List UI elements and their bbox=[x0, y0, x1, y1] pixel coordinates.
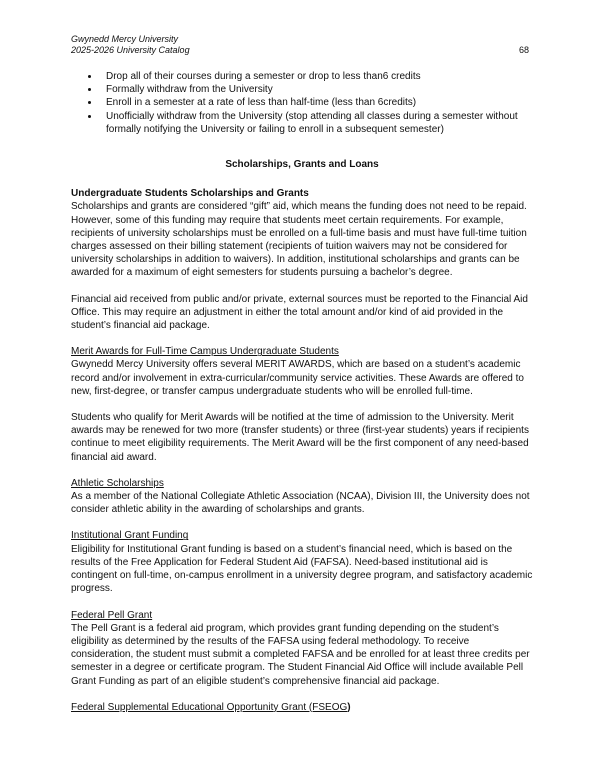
list-item: • Formally withdraw from the University bbox=[100, 83, 533, 96]
section-title: Scholarships, Grants and Loans bbox=[225, 159, 379, 171]
list-item: • Unofficially withdraw from the University (stop attending all classes during a semester without formally notifying the University or failing to enroll in a subsequent semester) bbox=[100, 110, 533, 136]
pell-paragraph: The Pell Grant is a federal aid program, which provides grant funding depending on the student’s eligibility as determined by the results of the FAFSA using federal methodology. To receive consideration, the student must submit a completed FAFSA and be enrolled for at least three credits per semester in a degree or certificate program. The Student Financial Aid Office will include available Pell Grant Funding as part of an eligible student’s comprehensive financial aid package. bbox=[71, 622, 530, 687]
fseog-heading-tail: ) bbox=[347, 701, 351, 713]
list-item: • Enroll in a semester at a rate of less than half-time (less than 6credits) bbox=[100, 96, 533, 109]
fseog-heading bbox=[71, 701, 533, 714]
merit-paragraph-1: Gwynedd Mercy University offers several MERIT AWARDS, which are based on a student’s academic record and/or involvement in extra-curricular/community service activities. These Awards are offered to new, first-degree, or transfer campus undergraduate students who will be enrolled full-time. bbox=[71, 359, 524, 397]
header-catalog: 2025-2026 University Catalog bbox=[71, 45, 190, 55]
merit-paragraph-2: Students who qualify for Merit Awards will be notified at the time of admission to the University. Merit awards may be renewed for two more (transfer students) or three (first-year students) years if recipients continue to meet eligibility requirements. The Merit Award will be the first component of any need-based financial aid award. bbox=[71, 412, 529, 463]
withdrawal-bullet-list bbox=[71, 70, 533, 136]
undergraduate-heading: Undergraduate Students Scholarships and Grants bbox=[71, 188, 309, 200]
merit-heading: Merit Awards for Full-Time Campus Undergraduate Students bbox=[71, 346, 339, 358]
pell-heading: Federal Pell Grant bbox=[71, 609, 153, 621]
list-item: • Drop all of their courses during a semester or drop to less than6 credits bbox=[100, 70, 533, 83]
institutional-paragraph: Eligibility for Institutional Grant funding is based on a student’s financial need, which is based on the results of the Free Application for Federal Student Aid (FAFSA). Need-based institutional aid is contingent on full-time, on-campus enrollment in a university degree program, and satisfactory academic progress. bbox=[71, 543, 533, 595]
header-university: Gwynedd Mercy University bbox=[71, 34, 179, 44]
page-content bbox=[71, 70, 533, 714]
page-header bbox=[71, 34, 529, 56]
institutional-heading: Institutional Grant Funding bbox=[71, 530, 189, 542]
athletic-paragraph: As a member of the National Collegiate Athletic Association (NCAA), Division III, the University does not consider athletic ability in the awarding of scholarships and grants. bbox=[71, 491, 530, 516]
undergraduate-paragraph-1: Scholarships and grants are considered “gift” aid, which means the funding does not need to be repaid. However, some of this funding may require that students meet certain requirements. For example, recipients of university scholarships must be enrolled on a full-time basis and must have full-time tuition charges assessed on their billing statement (recipients of tuition waivers may not be considered for university scholarships in addition to waivers). In addition, institutional scholarships and grants can be awarded for a maximum of eight semesters for students pursuing a bachelor’s degree. bbox=[71, 201, 527, 279]
undergraduate-paragraph-2: Financial aid received from public and/or private, external sources must be reported to the Financial Aid Office. This may require an adjustment in either the total amount and/or kind of aid provided in the student’s financial aid package. bbox=[71, 293, 528, 332]
fseog-heading-text: Federal Supplemental Educational Opportunity Grant (FSEOG bbox=[71, 701, 348, 713]
athletic-heading: Athletic Scholarships bbox=[71, 477, 164, 489]
page-number: 68 bbox=[518, 45, 529, 55]
